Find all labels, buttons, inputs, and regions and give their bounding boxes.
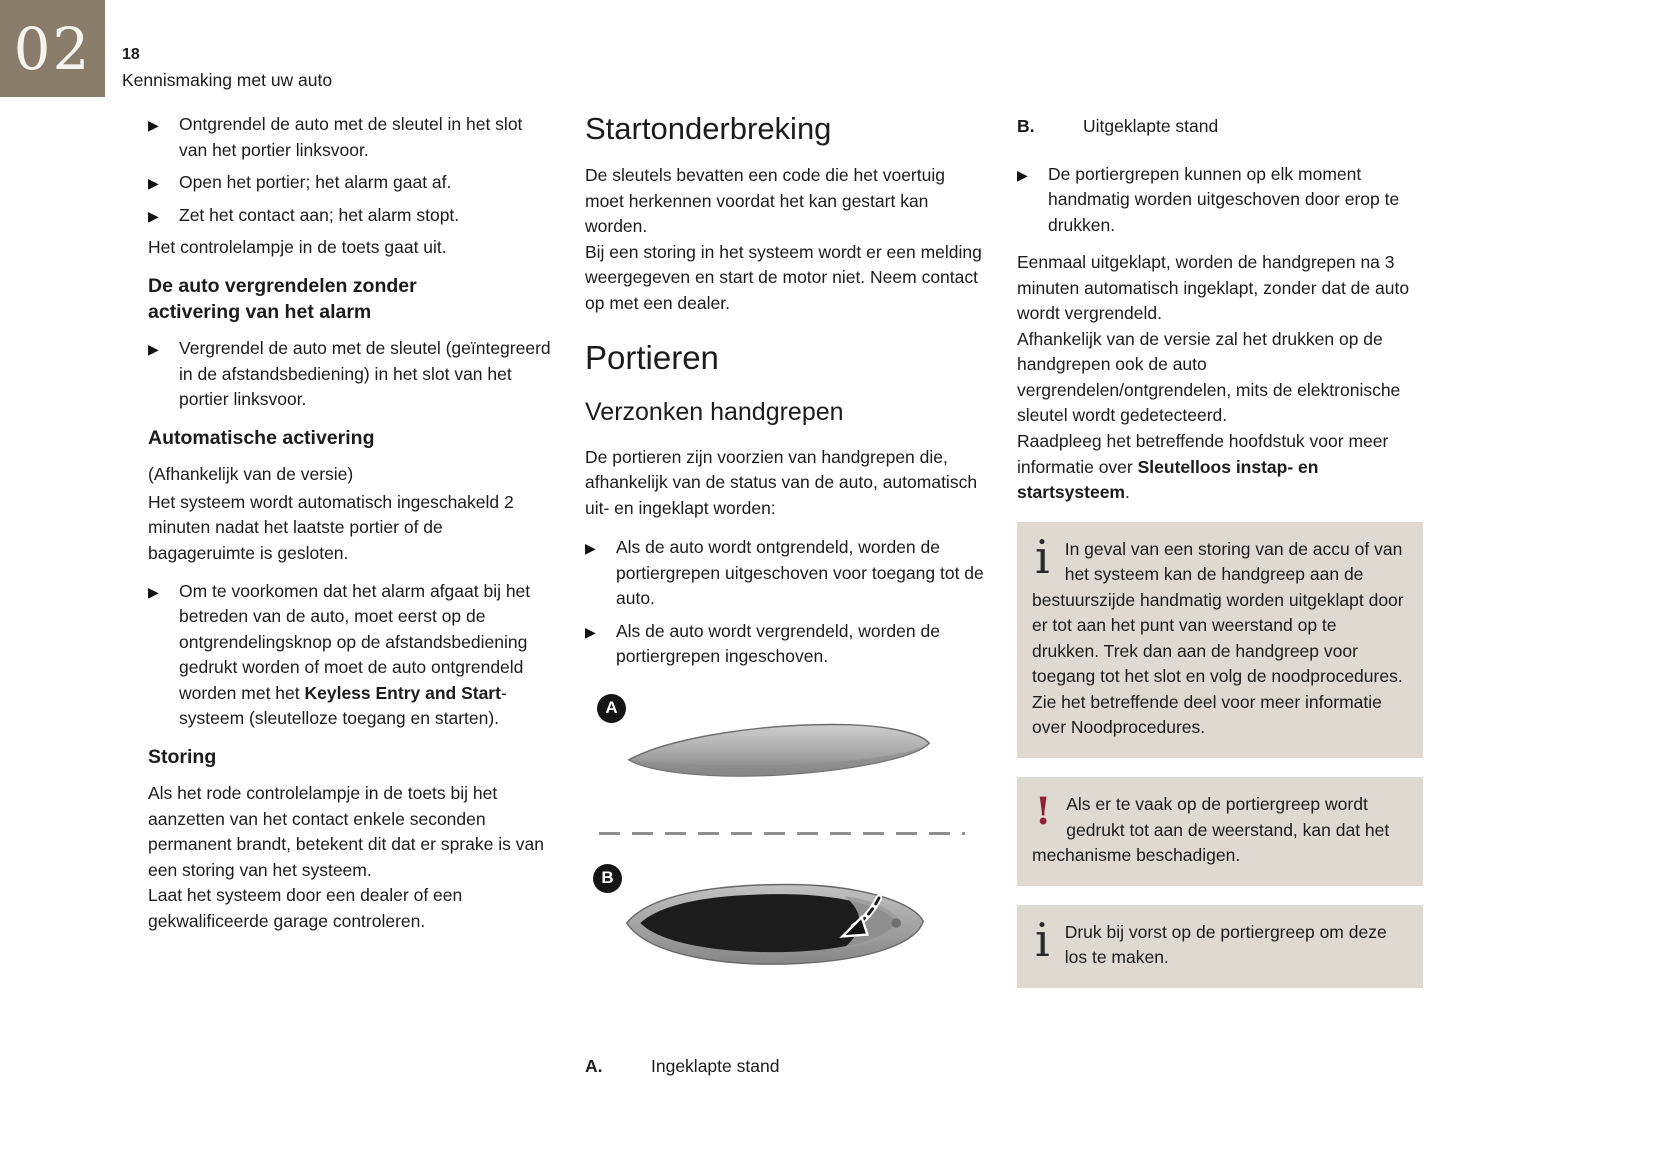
bullet-arrow-icon: ▶	[585, 623, 596, 640]
paragraph	[1017, 429, 1423, 506]
figure-divider	[599, 832, 965, 835]
section-title: Startonderbreking	[585, 111, 832, 146]
bullet-arrow-icon: ▶	[148, 175, 159, 192]
paragraph: Het systeem wordt automatisch ingeschakeld 2 minuten nadat het laatste portier of de bagageruimte is gesloten.	[148, 491, 514, 563]
caption-text: Ingeklapte stand	[651, 1055, 780, 1076]
warning-box	[1017, 777, 1423, 886]
text-bold-segment: Keyless Entry and Start	[304, 682, 501, 703]
list-item	[148, 203, 552, 229]
info-box	[1017, 905, 1423, 988]
list-item	[148, 170, 552, 196]
text-segment: .	[1124, 482, 1130, 503]
column-left	[148, 112, 552, 943]
paragraph: De sleutels bevatten een code die het voertuig moet herkennen voordat het kan gestart kan worden.	[585, 165, 945, 237]
section-title: Portieren	[585, 339, 719, 377]
paragraph: Het controlelampje in de toets gaat uit.	[148, 237, 447, 258]
bullet-arrow-icon: ▶	[585, 540, 596, 557]
section-heading: Storing	[148, 745, 217, 768]
text-bold-segment: Sleutelloos instap- en startsysteem	[1017, 456, 1319, 503]
paragraph: Eenmaal uitgeklapt, worden de handgrepen na 3 minuten automatisch ingeklapt, zonder dat de auto wordt vergrendeld.	[1017, 252, 1410, 324]
list-item-text	[179, 579, 552, 732]
text-segment: -systeem (sleutelloze toegang en starten).	[179, 682, 507, 729]
paragraph: Laat het systeem door een dealer of een gekwalificeerde garage controleren.	[148, 885, 463, 931]
bullet-arrow-icon: ▶	[148, 583, 159, 600]
list-item	[585, 619, 985, 670]
caption-letter: A.	[585, 1055, 603, 1076]
info-box	[1017, 522, 1423, 758]
info-icon: i	[1035, 529, 1050, 584]
paragraph: Als het rode controlelampje in de toets bij het aanzetten van het contact enkele seconden permanent brandt, betekent dit dat er sprake is van een storing van het systeem.	[148, 783, 544, 880]
paragraph: (Afhankelijk van de versie)	[148, 464, 354, 485]
list-item-text: Als de auto wordt ontgrendeld, worden de portiergrepen uitgeschoven voor toegang tot de auto.	[616, 537, 984, 609]
column-right	[1017, 114, 1423, 1007]
figure-caption-b	[1017, 114, 1423, 140]
warning-icon: !	[1035, 789, 1052, 834]
bullet-arrow-icon: ▶	[148, 117, 159, 133]
list-item	[585, 535, 985, 612]
door-handle-extended-image	[621, 875, 929, 971]
info-box-text: In geval van een storing van de accu of van het systeem kan de handgreep aan de bestuurszijde handmatig worden uitgeklapt door er tot aan het punt van weerstand op te drukken. Trek dan aan de handgreep voor toegang tot het slot en volg de noodprocedures. Zie het betreffende deel voor meer informatie over Noodprocedures.	[1032, 538, 1404, 738]
figure-caption-a	[585, 1054, 985, 1080]
subsection-title: Verzonken handgrepen	[585, 398, 844, 427]
chapter-title: Kennismaking met uw auto	[122, 70, 333, 90]
door-handle-retracted-image	[623, 712, 935, 790]
bullet-arrow-icon: ▶	[148, 207, 159, 224]
list-item-text: Open het portier; het alarm gaat af.	[179, 172, 452, 193]
list-item	[148, 112, 552, 163]
page-number: 18	[122, 46, 140, 63]
figure-label-a: A	[597, 694, 626, 723]
text-segment: Om te voorkomen dat het alarm afgaat bij het betreden van de auto, moet eerst op de ontgrendelingsknop op de afstandsbediening gedrukt worden of moet de auto ontgrendeld worden met het	[179, 580, 531, 703]
bullet-arrow-icon: ▶	[1017, 166, 1028, 183]
info-box-text: Druk bij vorst op de portiergreep om deze los te maken.	[1064, 921, 1387, 968]
paragraph: Bij een storing in het systeem wordt er een melding weergegeven en start de motor niet. Neem contact op met een dealer.	[585, 241, 982, 313]
chapter-number: 02	[13, 14, 92, 83]
text-segment: Raadpleeg het betreffende hoofdstuk voor meer informatie over	[1017, 431, 1389, 477]
list-item-text: Als de auto wordt vergrendeld, worden de portiergrepen ingeschoven.	[616, 620, 940, 667]
list-item-text: De portiergrepen kunnen op elk moment handmatig worden uitgeschoven door erop te drukken.	[1048, 163, 1400, 235]
column-middle	[585, 104, 985, 1079]
list-item	[1017, 162, 1423, 239]
list-item	[148, 579, 552, 732]
door-handle-figure	[585, 692, 985, 992]
list-item	[148, 336, 552, 413]
chapter-tab	[0, 0, 105, 97]
warning-box-text: Als er te vaak op de portiergreep wordt gedrukt tot aan de weerstand, kan dat het mechanisme beschadigen.	[1032, 794, 1390, 866]
figure-label-b: B	[593, 864, 622, 893]
list-item-text: Ontgrendel de auto met de sleutel in het slot van het portier linksvoor.	[179, 114, 523, 160]
section-heading: De auto vergrendelen zonder activering van het alarm	[148, 274, 417, 324]
section-heading: Automatische activering	[148, 427, 375, 449]
caption-letter: B.	[1017, 116, 1035, 136]
caption-text: Uitgeklapte stand	[1083, 116, 1219, 136]
list-item-text: Vergrendel de auto met de sleutel (geïntegreerd in de afstandsbediening) in het slot van het portier linksvoor.	[179, 338, 551, 410]
info-icon: i	[1035, 912, 1050, 967]
list-item-text: Zet het contact aan; het alarm stopt.	[179, 204, 460, 225]
bullet-arrow-icon: ▶	[148, 341, 159, 358]
paragraph: De portieren zijn voorzien van handgrepen die, afhankelijk van de status van de auto, automatisch uit- en ingeklapt worden:	[585, 446, 978, 518]
paragraph: Afhankelijk van de versie zal het drukken op de handgrepen ook de auto vergrendelen/ontgrendelen, mits de elektronische sleutel wordt gedetecteerd.	[1017, 328, 1401, 426]
